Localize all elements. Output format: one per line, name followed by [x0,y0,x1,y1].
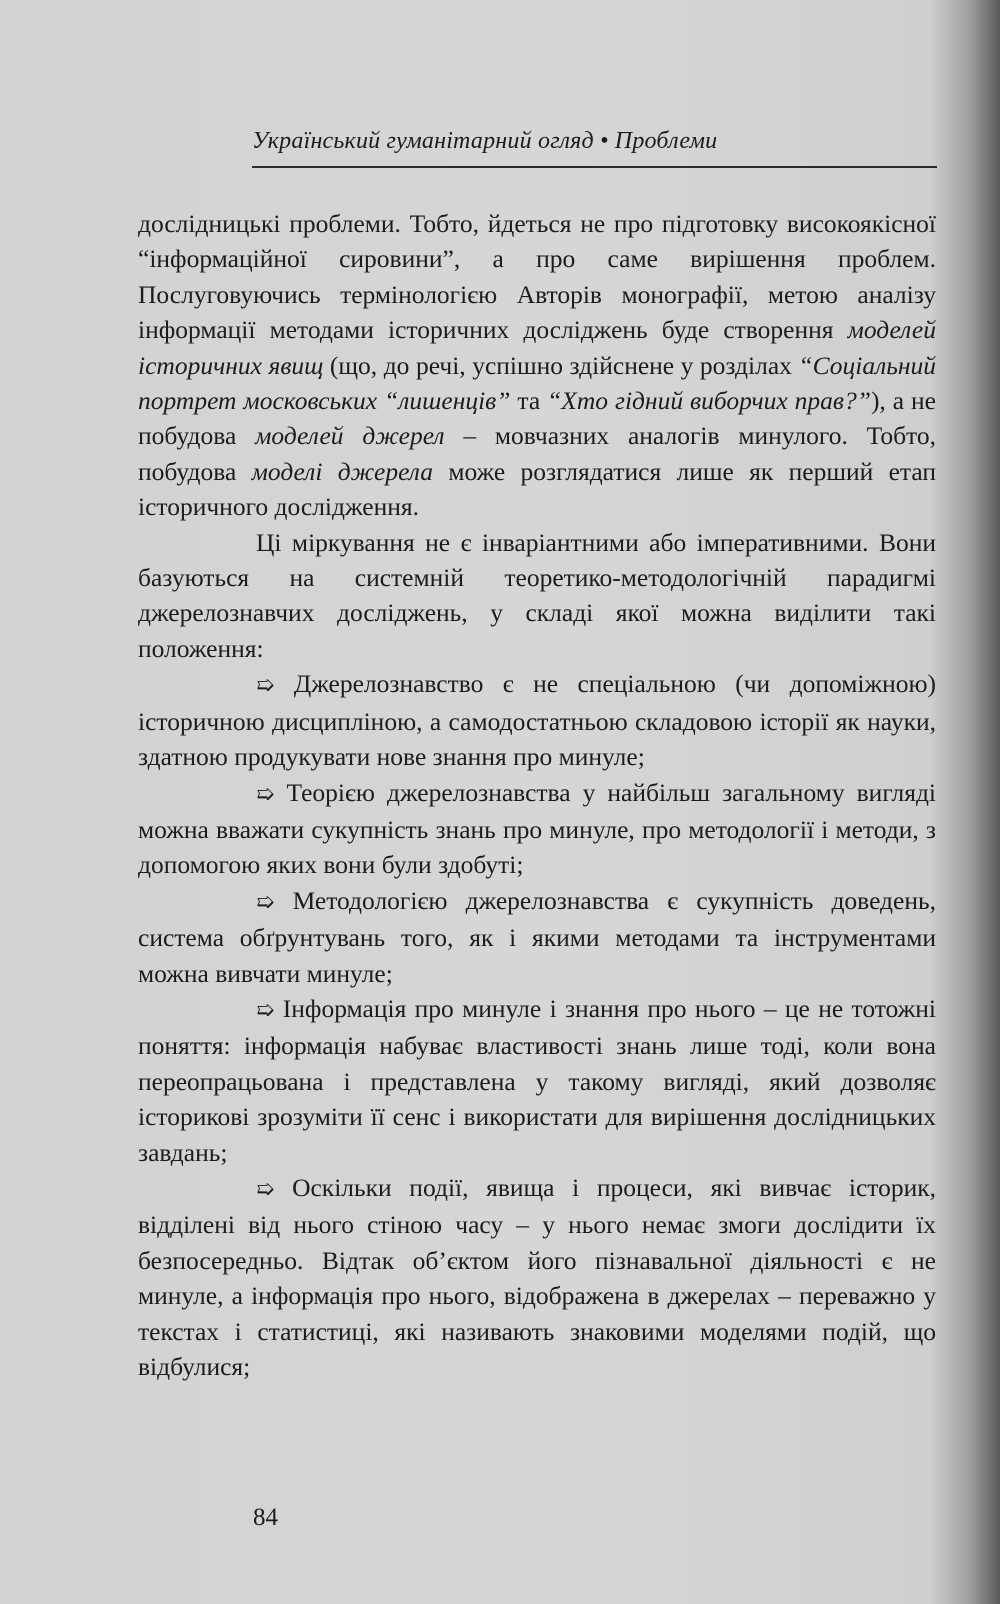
arrow-right-outline-icon: ➯ [256,889,275,915]
running-header: Український гуманітарний огляд • Проблеми [252,128,718,154]
italic-term: “Хто гідний виборчих прав?” [547,386,871,416]
paragraph: Ці міркування не є інваріантними або імперативними. Вони базуються на системній теоретико-методологічній парадигмі джерелознавчих досліджень, у складі якої можна виділити такі положення: [138,527,936,663]
italic-term: моделей історичних явищ [138,315,936,380]
paragraph-continuation: дослідницькі проблеми. Тобто, йдеться не про підготовку високоякісної “інформаційної сировини”, а про саме вирішення проблем. Послуговуючись термінологією Авторів монографії, метою аналізу інформації методами історичних досліджень буде створення моделей історичних явищ (що, до речі, успішно здійснене у розділах “Соціальний портрет московських “лишенців” та “Хто гідний виборчих прав?”), а не побудова моделей джерел – мовчазних аналогів минулого. Тобто, побудова моделі джерела може розглядатися лише як перший етап історичного дослідження. [138,209,937,522]
arrow-right-outline-icon: ➯ [256,1176,275,1202]
arrow-right-outline-icon: ➯ [256,673,275,699]
italic-term: моделей джерел [255,421,445,451]
bullet-item: ➯ Оскільки події, явища і процеси, які вивчає історик, відділені від нього стіною часу – у нього немає змоги дослідити їх безпосередньо. Відтак об’єктом його пізнавальної діяльності є не минуле, а інформація про нього, відображена в джерелах – переважно у текстах і статистиці, які називають знаковими моделями подій, що відбулися; [138,1172,937,1381]
arrow-right-outline-icon: ➯ [256,781,275,807]
italic-term: моделі джерела [251,456,433,486]
header-rule [252,166,937,168]
bullet-item: ➯ Джерелознавство є не спеціальною (чи допоміжною) історичною дисципліною, а самодостатньою складовою історії як науки, здатною продукувати нове знання про минуле; [138,669,937,772]
bullet-item: ➯ Методологією джерелознавства є сукупність доведень, система обґрунтувань того, як і якими методами та інструментами можна вивчати минуле; [138,885,937,988]
arrow-right-outline-icon: ➯ [256,997,275,1023]
italic-term: “Соціальний портрет московських “лишенців” [138,350,936,416]
page-number: 84 [253,1504,278,1531]
bullet-item: ➯ Інформація про минуле і знання про нього – це не тотожні поняття: інформація набуває властивості знань лише тоді, коли вона переопрацьована і представлена у такому вигляді, який дозволяє історикові зрозуміти її сенс і використати для вирішення дослідницьких завдань; [138,993,937,1167]
page-body [138,206,936,1384]
bullet-item: ➯ Теорією джерелознавства у найбільш загальному вигляді можна вважати сукупність знань про минуле, про методології і методи, з допомогою яких вони були здобуті; [138,777,937,880]
